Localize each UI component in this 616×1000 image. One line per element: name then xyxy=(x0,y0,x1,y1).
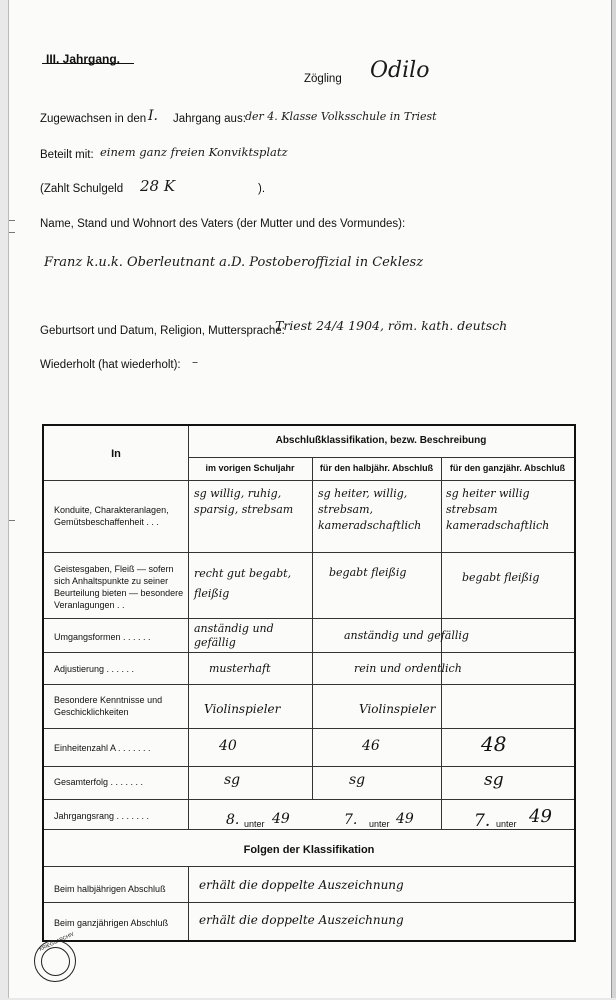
schulgeld-close: ). xyxy=(258,183,266,195)
wiederholt-label: Wiederholt (hat wiederholt): xyxy=(40,359,181,371)
row-label-gesamterfolg: Gesamterfolg . . . . . . . xyxy=(54,777,144,787)
margin-mark xyxy=(9,520,15,521)
gesamterfolg-v1: sg xyxy=(224,772,241,788)
zoegling-name: Odilo xyxy=(370,58,430,83)
konduite-v3: sg heiter willig strebsam kameradschaftlich xyxy=(446,487,550,532)
geistesgaben-v3: begabt fleißig xyxy=(462,571,540,584)
jahrgangsrang-u1: 49 xyxy=(272,811,290,827)
jahrgangsrang-unter1: unter xyxy=(244,819,265,829)
vater-value: Franz k.u.k. Oberleutnant a.D. Postoberoffizial in Ceklesz xyxy=(44,255,424,270)
main-header: Abschlußklassifikation, bezw. Beschreibung xyxy=(275,435,487,446)
archive-stamp xyxy=(34,931,76,982)
konduite-v1: sg willig, ruhig, sparsig, strebsam xyxy=(194,487,294,516)
col2-header: für den halbjähr. Abschluß xyxy=(319,463,434,473)
folgen-halbjaehrig-value: erhält die doppelte Auszeichnung xyxy=(199,878,404,892)
umgangsformen-v1: anständig und gefällig xyxy=(194,622,274,649)
gesamterfolg-v3: sg xyxy=(484,770,504,790)
einheitenzahl-v3: 48 xyxy=(481,732,507,756)
einheitenzahl-v1: 40 xyxy=(219,738,237,754)
jahrgangsrang-v2: 7. xyxy=(344,812,358,828)
classification-table xyxy=(42,424,576,942)
col1-header: im vorigen Schuljahr xyxy=(205,463,295,473)
jahrgangsrang-u3: 49 xyxy=(529,806,552,827)
adjustierung-v1: musterhaft xyxy=(209,662,271,675)
schulgeld-value: 28 K xyxy=(140,177,176,195)
schulgeld-label: (Zahlt Schulgeld xyxy=(40,183,124,195)
folgen-ganzjaehrig-value: erhält die doppelte Auszeichnung xyxy=(199,913,404,927)
row-label-jahrgangsrang: Jahrgangsrang . . . . . . . xyxy=(54,811,150,821)
margin-mark xyxy=(9,220,15,221)
beteilt-label: Beteilt mit: xyxy=(40,149,94,161)
folgen-ganzjaehrig-label: Beim ganzjährigen Abschluß xyxy=(54,918,169,928)
geistesgaben-v1: recht gut begabt, fleißig xyxy=(194,567,292,600)
geburt-label: Geburtsort und Datum, Religion, Muttersprache: xyxy=(40,325,285,337)
stamp-text: KRIEGSARCHIV xyxy=(38,931,76,953)
adjustierung-v2: rein und ordentlich xyxy=(354,662,462,675)
folgen-halbjaehrig-label: Beim halbjährigen Abschluß xyxy=(54,884,166,894)
row-label-konduite: Konduite, Charakteranlagen, Gemütsbeschaffenheit . . . xyxy=(54,505,169,527)
jahrgangsrang-unter3: unter xyxy=(496,819,517,829)
geistesgaben-v2: begabt fleißig xyxy=(329,566,407,579)
jahrgangsrang-v1: 8. xyxy=(226,812,240,828)
jahrgangsrang-unter2: unter xyxy=(369,819,390,829)
row-label-einheitenzahl: Einheitenzahl A . . . . . . . xyxy=(54,743,151,753)
zugewachsen-jahrgang: I. xyxy=(148,108,158,124)
beteilt-value: einem ganz freien Konviktsplatz xyxy=(100,145,288,159)
margin-mark xyxy=(9,232,15,233)
jahrgangsrang-u2: 49 xyxy=(396,811,414,827)
zugewachsen-value: der 4. Klasse Volksschule in Triest xyxy=(245,110,437,123)
umgangsformen-v2: anständig und gefällig xyxy=(344,629,469,642)
row-label-kenntnisse: Besondere Kenntnisse und Geschicklichkeiten xyxy=(54,695,163,717)
jahrgang-underline xyxy=(42,63,134,64)
zoegling-label: Zögling xyxy=(304,73,342,85)
konduite-v2: sg heiter, willig, strebsam, kameradschaftlich xyxy=(318,487,422,532)
jahrgang-heading: III. Jahrgang. xyxy=(46,52,121,66)
row-label-adjustierung: Adjustierung . . . . . . xyxy=(54,664,135,674)
geburt-value: Triest 24/4 1904, röm. kath. deutsch xyxy=(275,318,508,333)
col3-header: für den ganzjähr. Abschluß xyxy=(449,463,566,473)
row-label-umgangsformen: Umgangsformen . . . . . . xyxy=(54,632,151,642)
vater-label: Name, Stand und Wohnort des Vaters (der Mutter und des Vormundes): xyxy=(40,218,406,230)
row-label-geistesgaben: Geistesgaben, Fleiß — sofern sich Anhaltspunkte zu seiner Beurteilung bieten — besondere Veranlagungen . . xyxy=(54,564,184,610)
kenntnisse-v1: Violinspieler xyxy=(204,702,281,716)
folgen-title: Folgen der Klassifikation xyxy=(243,844,375,856)
wiederholt-value: – xyxy=(192,355,198,369)
gesamterfolg-v2: sg xyxy=(349,772,366,788)
kenntnisse-v2: Violinspieler xyxy=(359,702,436,716)
zugewachsen-label2: Jahrgang aus: xyxy=(173,113,246,125)
zugewachsen-label: Zugewachsen in den xyxy=(40,113,147,125)
col-in-header: In xyxy=(111,448,121,460)
einheitenzahl-v2: 46 xyxy=(362,738,380,754)
jahrgangsrang-v3: 7. xyxy=(474,811,491,831)
